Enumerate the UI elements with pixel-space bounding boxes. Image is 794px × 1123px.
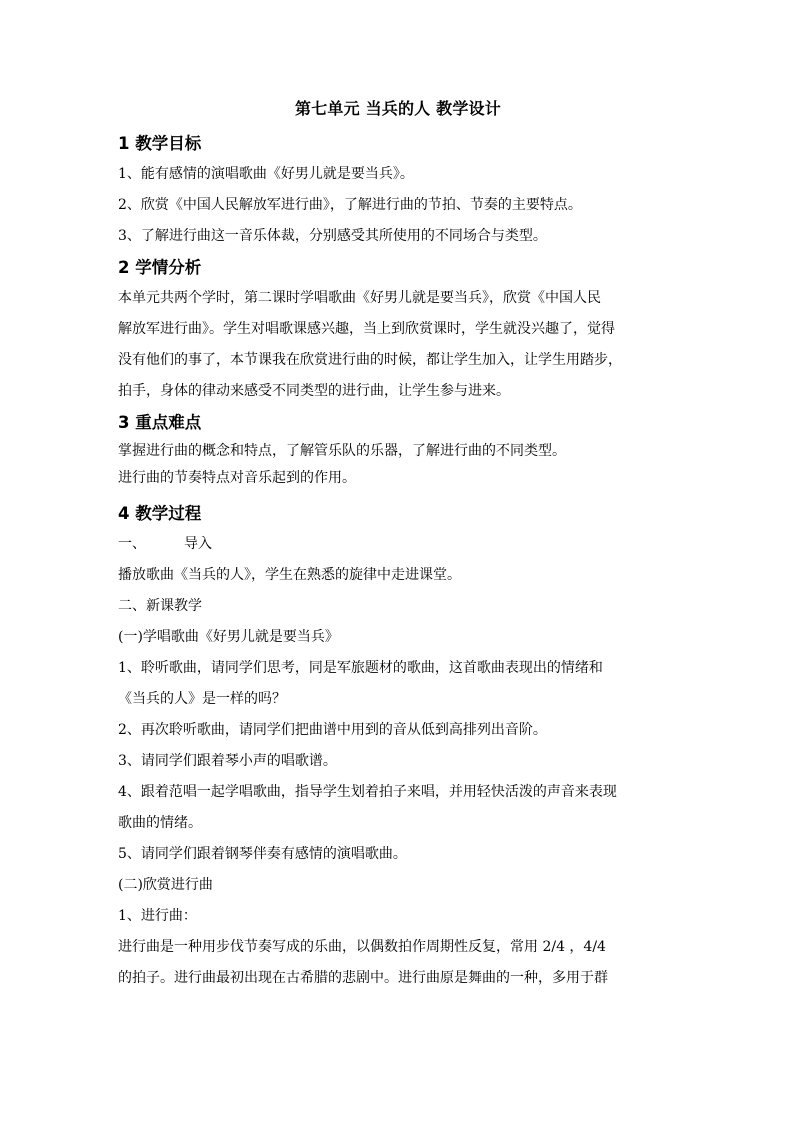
analysis-line: 本单元共两个学时，第二课时学唱歌曲《好男儿就是要当兵》，欣赏《中国人民 [118, 290, 601, 306]
step-number: 一、 [118, 536, 146, 552]
process-line: 进行曲是一种用步伐节奏写成的乐曲，以偶数拍作周期性反复，常用 2/4 ，4/4 [118, 939, 606, 955]
analysis-line: 解放军进行曲》。学生对唱歌课感兴趣，当上到欣赏课时，学生就没兴趣了，觉得 [118, 321, 615, 337]
key-point-line: 掌握进行曲的概念和特点，了解管乐队的乐器，了解进行曲的不同类型。 [118, 443, 566, 459]
objective-line: 2、欣赏《中国人民解放军进行曲》，了解进行曲的节拍、节奏的主要特点。 [118, 197, 582, 213]
process-line: 2、再次聆听歌曲，请同学们把曲谱中用到的音从低到高排列出音阶。 [118, 722, 547, 738]
objective-line: 1、能有感情的演唱歌曲《好男儿就是要当兵》。 [118, 166, 414, 182]
section-heading-key-points: 3 重点难点 [118, 413, 202, 432]
process-line: 5、请同学们跟着钢琴伴奏有感情的演唱歌曲。 [118, 846, 407, 862]
section-heading-objectives: 1 教学目标 [118, 134, 202, 153]
document-title: 第七单元 当兵的人 教学设计 [295, 99, 501, 118]
process-line: 1、聆听歌曲，请同学们思考，同是军旅题材的歌曲，这首歌曲表现出的情绪和 [118, 660, 603, 676]
document-body [118, 94, 678, 994]
process-line: 播放歌曲《当兵的人》，学生在熟悉的旋律中走进课堂。 [118, 567, 461, 583]
process-step-intro [118, 529, 678, 560]
section-heading-process: 4 教学过程 [118, 504, 202, 523]
objective-line: 3、了解进行曲这一音乐体裁，分别感受其所使用的不同场合与类型。 [118, 228, 547, 244]
process-line: 《当兵的人》是一样的吗？ [118, 691, 286, 707]
process-line: 3、请同学们跟着琴小声的唱歌谱。 [118, 753, 337, 769]
analysis-line: 拍手，身体的律动来感受不同类型的进行曲，让学生参与进来。 [118, 383, 510, 399]
process-line: (二)欣赏进行曲 [118, 877, 213, 893]
section-heading-analysis: 2 学情分析 [118, 258, 202, 277]
process-line: 的拍子。进行曲最初出现在古希腊的悲剧中。进行曲原是舞曲的一种，多用于群 [118, 970, 608, 986]
process-line: (一)学唱歌曲《好男儿就是要当兵》 [118, 629, 339, 645]
key-point-line: 进行曲的节奏特点对音乐起到的作用。 [118, 470, 356, 486]
step-label: 导入 [184, 536, 212, 552]
process-line: 歌曲的情绪。 [118, 815, 202, 831]
process-line: 1、进行曲： [118, 908, 197, 924]
process-line: 4、跟着范唱一起学唱歌曲，指导学生划着拍子来唱，并用轻快活泼的声音来表现 [118, 784, 617, 800]
analysis-line: 没有他们的事了，本节课我在欣赏进行曲的时候，都让学生加入，让学生用踏步， [118, 352, 622, 368]
process-line: 二、新课教学 [118, 598, 202, 614]
